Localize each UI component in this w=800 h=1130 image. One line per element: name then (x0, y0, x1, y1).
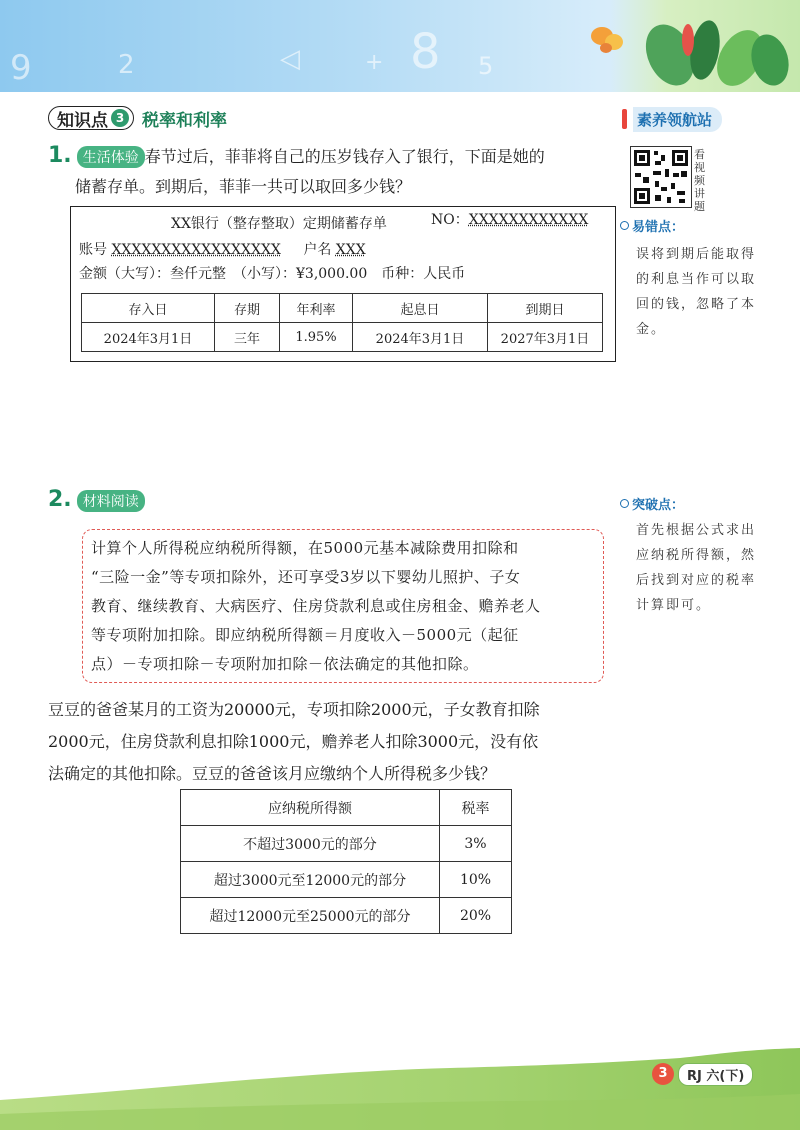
tip-breakthrough-text: 首先根据公式求出应纳税所得额，然后找到对应的税率计算即可。 (636, 523, 757, 613)
slip-amount-line: 金额（大写）：叁仟元整 （小写）：¥3,000.00 币种：人民币 (79, 266, 466, 282)
decor-digit: 5 (478, 52, 494, 80)
material-line: 教育、继续教育、大病医疗、住房贷款利息或住房租金、赡养老人 (91, 597, 541, 615)
question-1-header (48, 142, 545, 172)
table-row (181, 862, 512, 898)
table-cell: 20% (440, 898, 512, 934)
table-header: 存期 (215, 294, 280, 323)
table-cell: 2027年3月1日 (488, 323, 603, 352)
plant-icon (610, 0, 800, 92)
table-cell: 3% (440, 826, 512, 862)
table-cell: 不超过3000元的部分 (181, 826, 440, 862)
table-cell: 2024年3月1日 (353, 323, 488, 352)
decor-digit: 9 (10, 48, 32, 88)
tip-breakthrough-label: 突破点： (620, 494, 684, 513)
table-row (181, 826, 512, 862)
table-header: 年利率 (280, 294, 353, 323)
section-title: 税率和利率 (142, 110, 227, 131)
table-row (181, 790, 512, 826)
table-header: 税率 (440, 790, 512, 826)
table-row (82, 294, 603, 323)
table-header: 到期日 (488, 294, 603, 323)
bullet-icon (620, 499, 629, 508)
side-header (622, 106, 772, 132)
tax-rate-table (180, 789, 512, 934)
question-number: 2. (48, 487, 72, 512)
section-pill (48, 106, 134, 130)
question-text-line: 春节过后，菲菲将自己的压岁钱存入了银行，下面是她的 (144, 147, 545, 166)
side-header-bar (622, 109, 627, 129)
table-row (181, 898, 512, 934)
material-line: “三险一金”等专项扣除外，还可享受3岁以下婴幼儿照护、子女 (91, 568, 521, 586)
decor-digit: 2 (118, 50, 135, 80)
material-line: 点）－专项扣除－专项附加扣除－依法确定的其他扣除。 (91, 655, 479, 673)
qr-code[interactable] (630, 146, 692, 208)
slip-number: NO：XXXXXXXXXXXX (431, 212, 589, 228)
slip-title: XX银行（整存整取）定期储蓄存单 (171, 216, 387, 232)
page-badge (652, 1060, 753, 1088)
question-number: 1. (48, 143, 72, 168)
material-line: 等专项附加扣除。即应纳税所得额＝月度收入－5000元（起征 (91, 626, 519, 644)
material-line: 计算个人所得税应纳税所得额，在5000元基本减除费用扣除和 (91, 539, 519, 557)
tip-mistake-label: 易错点： (620, 216, 684, 235)
section-header (48, 106, 227, 130)
qr-label: 看视频讲题 (694, 148, 705, 213)
question-text-line: 豆豆的爸爸某月的工资为20000元，专项扣除2000元，子女教育扣除 (48, 700, 540, 719)
bullet-icon (620, 221, 629, 230)
question-tag: 材料阅读 (77, 490, 145, 512)
tip-mistake-text: 误将到期后能取得的利息当作可以取回的钱，忽略了本金。 (636, 247, 757, 337)
table-cell: 三年 (215, 323, 280, 352)
question-text-line: 2000元，住房贷款利息扣除1000元，赡养老人扣除3000元，没有依 (48, 732, 539, 751)
question-2-body (48, 694, 618, 790)
table-header: 起息日 (353, 294, 488, 323)
question-2-header (48, 487, 145, 512)
slip-table (81, 293, 603, 352)
table-cell: 超过3000元至12000元的部分 (181, 862, 440, 898)
table-header: 应纳税所得额 (181, 790, 440, 826)
deposit-slip (70, 206, 616, 362)
table-cell: 超过12000元至25000元的部分 (181, 898, 440, 934)
question-text-line: 储蓄存单。到期后，菲菲一共可以取回多少钱？ (75, 177, 412, 196)
side-header-title: 素养领航站 (633, 107, 722, 132)
question-text-line: 法确定的其他扣除。豆豆的爸爸该月应缴纳个人所得税多少钱？ (48, 764, 497, 783)
table-header: 存入日 (82, 294, 215, 323)
slip-account-line: 账号 XXXXXXXXXXXXXXXXX 户名 XXX (79, 242, 366, 258)
leaf-decoration (610, 0, 800, 92)
decor-plus-icon: + (365, 50, 384, 75)
top-banner (0, 0, 800, 92)
butterfly-icon (590, 22, 626, 56)
decor-digit: 8 (410, 24, 441, 80)
table-cell: 1.95% (280, 323, 353, 352)
section-pill-label: 知识点 (57, 110, 108, 131)
page-number: 3 (652, 1063, 674, 1085)
edition-label: RJ 六(下) (678, 1063, 753, 1086)
table-cell: 2024年3月1日 (82, 323, 215, 352)
decor-triangle-icon: ◁ (280, 44, 300, 74)
material-text (91, 534, 591, 679)
table-row (82, 323, 603, 352)
material-box (82, 529, 604, 683)
table-cell: 10% (440, 862, 512, 898)
question-tag: 生活体验 (77, 146, 145, 168)
section-number-badge: 3 (111, 109, 129, 127)
